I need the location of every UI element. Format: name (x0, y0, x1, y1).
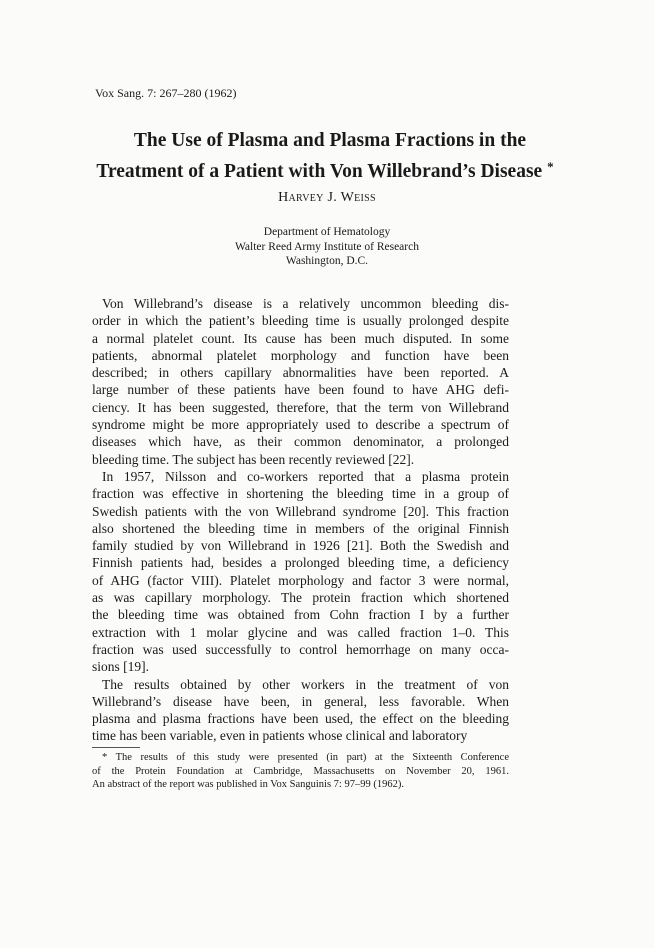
affiliation-department: Department of Hematology (263, 226, 391, 238)
footnote (92, 751, 509, 792)
body-line: sions [19]. (92, 659, 149, 675)
body-line: In 1957, Nilsson and co-workers reported that a plasma protein (102, 468, 509, 484)
body-line: family studied by von Willebrand in 1926 [21]. Both the Swedish and (92, 538, 509, 554)
body-line: plasma and plasma fractions have been used, the effect on the bleeding (92, 711, 509, 727)
footnote-marker: * (547, 159, 554, 174)
footnote-line: * The results of this study were presented (in part) at the Sixteenth Conference (102, 752, 509, 763)
body-text (92, 295, 509, 745)
article-title (90, 128, 570, 185)
title-line-2-text: Treatment of a Patient with Von Willebrand’s Disease (96, 161, 543, 182)
body-line: a normal platelet count. Its cause has been much disputed. In some (92, 330, 509, 346)
body-line: large number of these patients have been found to have AHG defi- (92, 382, 509, 398)
affiliation-location: Washington, D.C. (285, 255, 369, 267)
body-line: bleeding time. The subject has been recently reviewed [22]. (92, 451, 415, 467)
body-line: syndrome might be more appropriately used to describe a spectrum of (92, 417, 509, 433)
body-line: Swedish patients with the von Willebrand syndrome [20]. This fraction (92, 503, 509, 519)
body-line: described; in others capillary abnormalities have been reported. A (92, 365, 509, 381)
body-line: patients, abnormal platelet morphology and function have been (92, 347, 509, 363)
body-line: as was capillary morphology. The protein fraction which shortened (92, 590, 509, 606)
body-line: Finnish patients had, besides a prolonged bleeding time, a deficiency (92, 555, 509, 571)
affiliation-institute: Walter Reed Army Institute of Research (235, 240, 419, 253)
body-line: ciency. It has been suggested, therefore, that the term von Willebrand (92, 399, 509, 415)
title-line-1: The Use of Plasma and Plasma Fractions in the (133, 130, 527, 151)
title-line-2 (80, 154, 570, 185)
body-line: fraction was effective in shortening the bleeding time in a group of (92, 486, 509, 502)
body-line: The results obtained by other workers in the treatment of von (102, 676, 509, 692)
body-line: extraction with 1 molar glycine and was called fraction 1–0. This (92, 624, 509, 640)
body-line: also shortened the bleeding time in members of the original Finnish (92, 520, 509, 536)
running-head: Vox Sang. 7: 267–280 (1962) (95, 86, 237, 100)
body-line: diseases which have, as their common denominator, a prolonged (92, 434, 509, 450)
affiliation (0, 225, 654, 269)
body-line: fraction was used successfully to control hemorrhage on many occa- (92, 641, 509, 657)
body-line: the bleeding time was obtained from Cohn fraction I by a further (92, 607, 509, 623)
footnote-line: An abstract of the report was published in Vox Sanguinis 7: 97–99 (1962). (92, 779, 404, 791)
body-line: time has been variable, even in patients whose clinical and laboratory (92, 728, 468, 744)
footnote-rule (92, 747, 140, 748)
body-line: Von Willebrand’s disease is a relatively uncommon bleeding dis- (102, 296, 509, 311)
body-line: Willebrand’s disease have been, in general, less favorable. When (92, 693, 509, 709)
body-line: of AHG (factor VIII). Platelet morphology and factor 3 were normal, (92, 572, 509, 588)
footnote-line: of the Protein Foundation at Cambridge, Massachusetts on November 20, 1961. (92, 765, 509, 777)
author-name: Harvey J. Weiss (278, 190, 376, 205)
body-line: order in which the patient’s bleeding time is usually prolonged despite (92, 313, 509, 329)
